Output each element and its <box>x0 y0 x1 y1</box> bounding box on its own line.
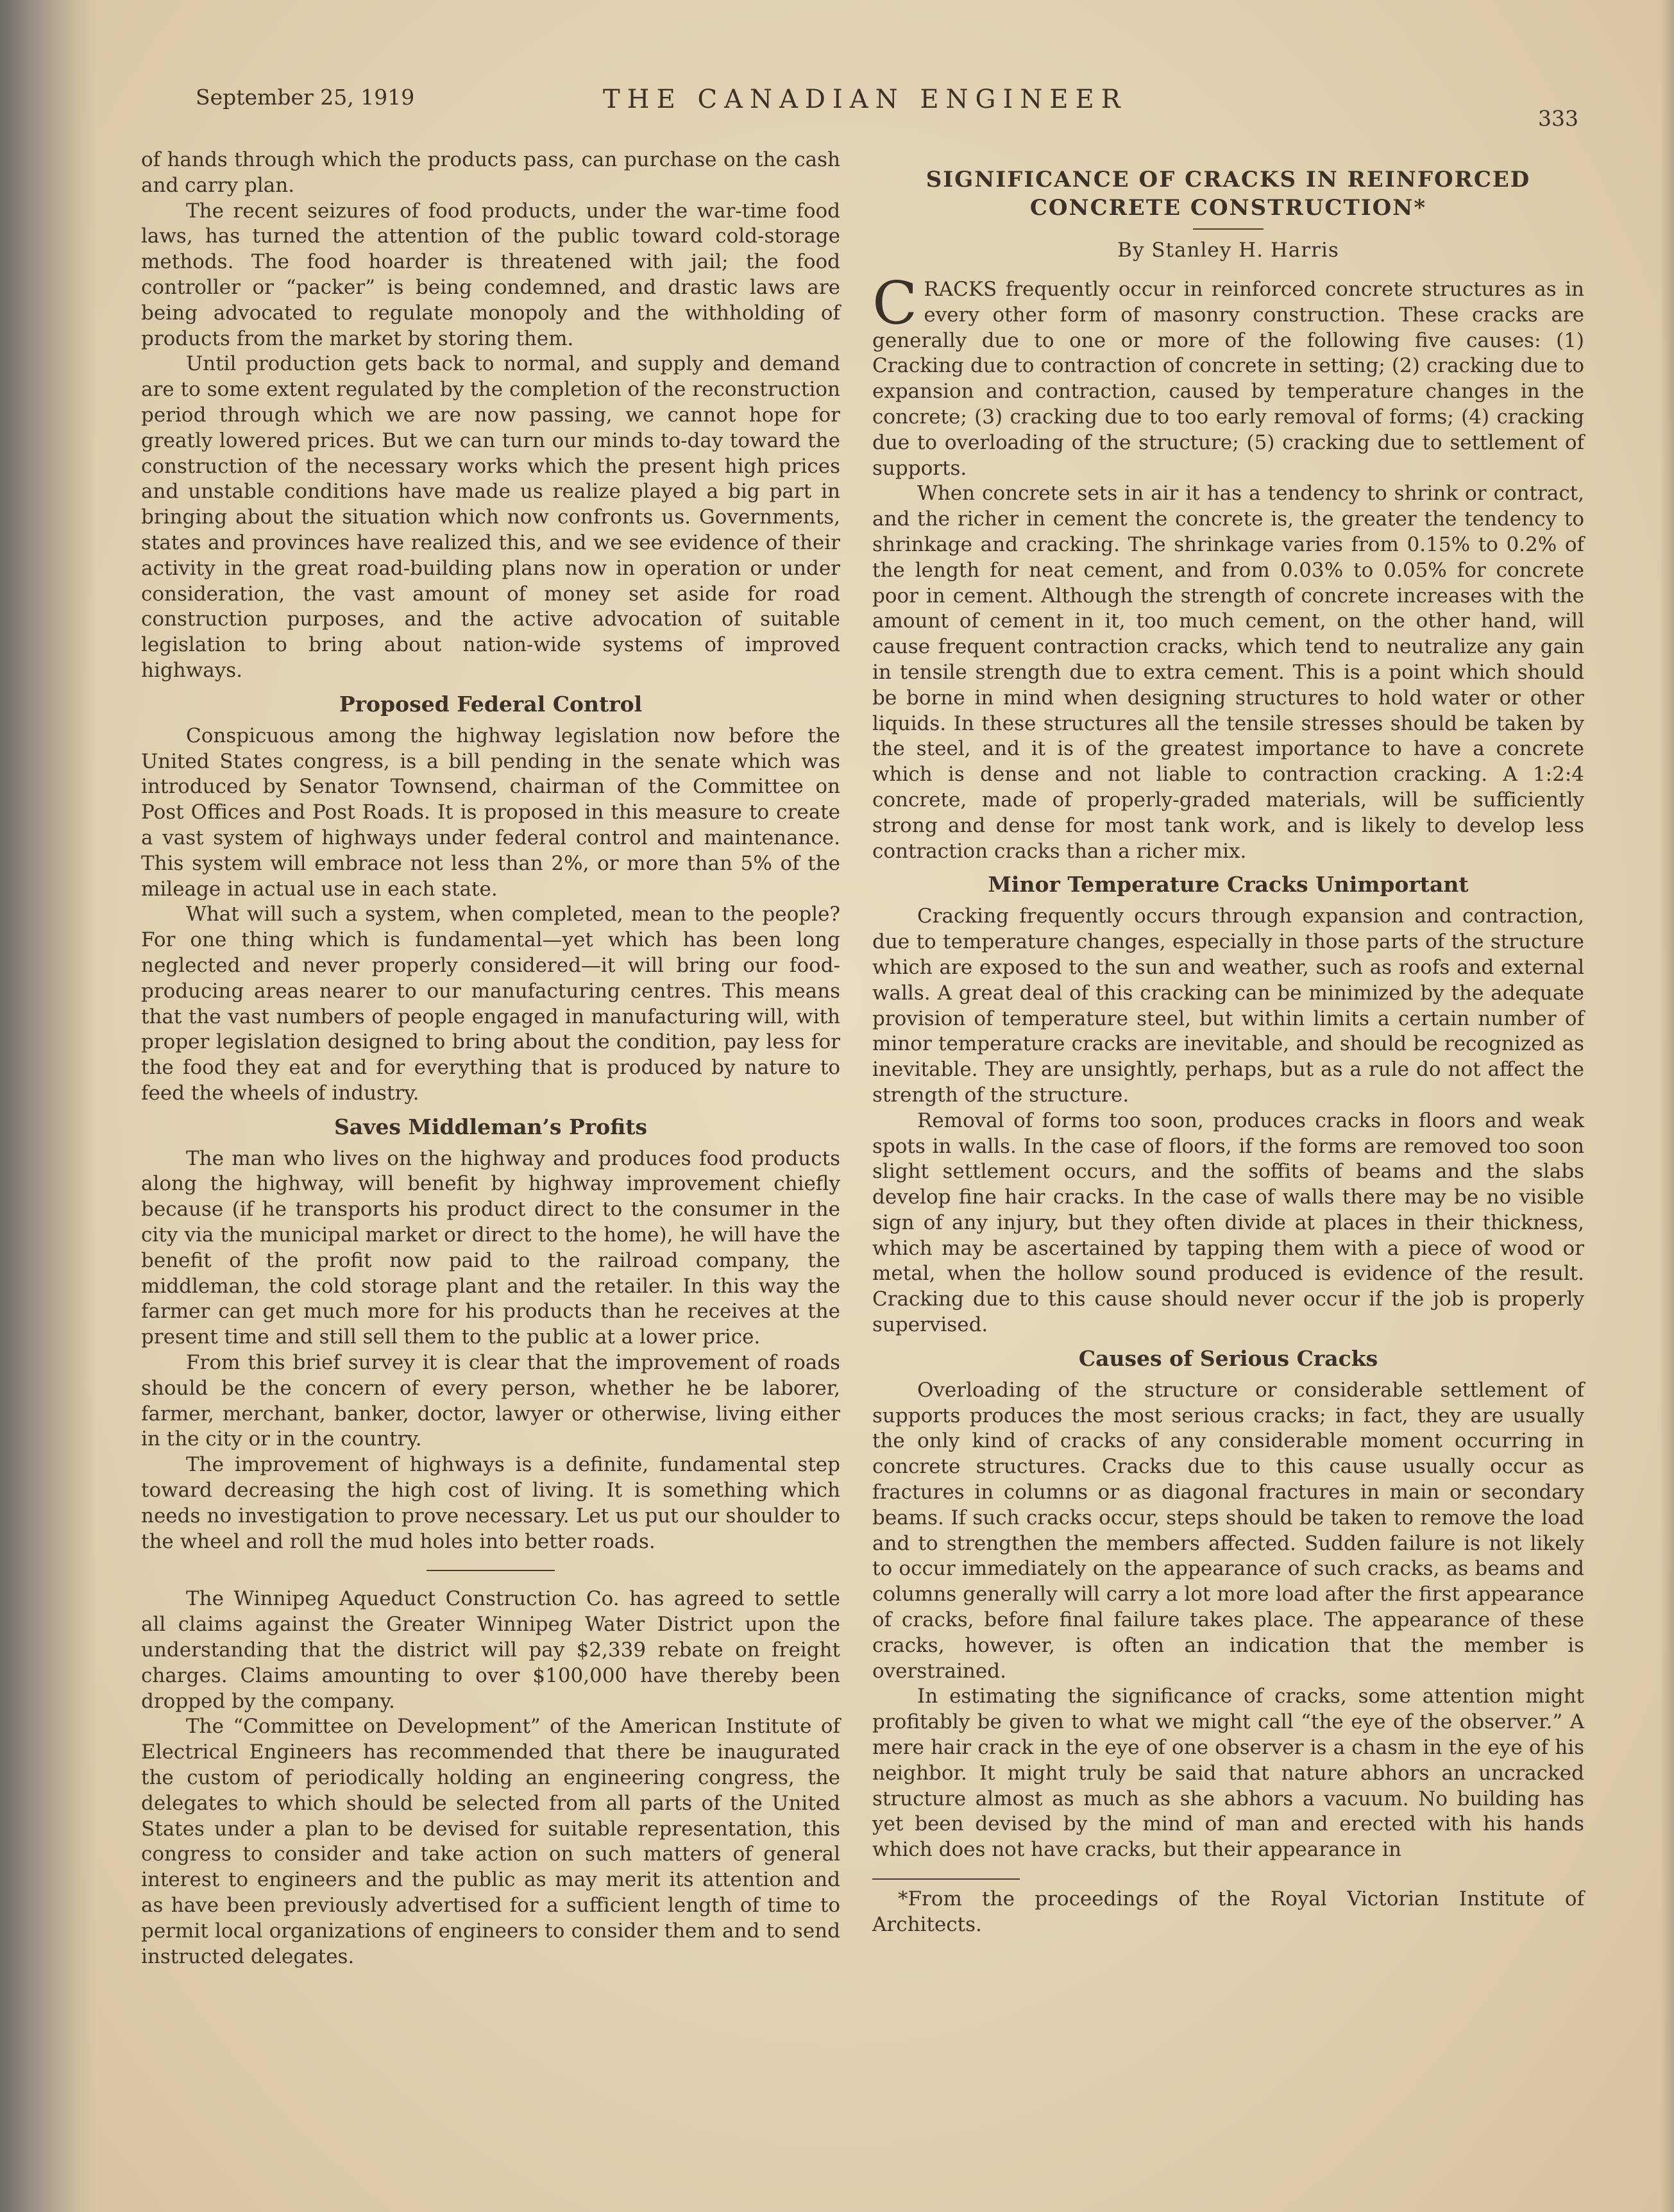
footnote: *From the proceedings of the Royal Victorian Institute of Architects. <box>872 1887 1584 1937</box>
paragraph: Until production gets back to normal, and supply and demand are to some extent regulated by the completion of the reconstruction period through which we are now passing, we cannot hope for greatly lowered prices. But we can turn our minds to-day toward the construction of the necessary works which the present high prices and unstable conditions have made us realize played a big part in bringing about the situation which now confronts us. Governments, states and provinces have realized this, and we see evidence of their activity in the great road-building plans now in operation or under consideration, the vast amount of money set aside for road construction purposes, and the active advocation of suitable legislation to bring about nation-wide systems of improved highways. <box>141 352 840 682</box>
section-heading: Saves Middleman’s Profits <box>334 1114 648 1139</box>
paragraph: The Winnipeg Aqueduct Construction Co. has agreed to settle all claims against the Greater Winnipeg Water District upon the understanding that the district will pay $2,339 rebate on freight charges. Claims amounting to over $100,000 have thereby been dropped by the company. <box>141 1587 840 1713</box>
paragraph: of hands through which the products pass, can purchase on the cash and carry plan. <box>141 148 840 197</box>
paragraph <box>872 269 1584 481</box>
paragraph: Cracking frequently occurs through expansion and contraction, due to temperature changes, especially in those parts of the structure which are exposed to the sun and weather, such as roofs and external walls. A great deal of this cracking can be minimized by the adequate provision of temperature steel, but within limits a certain number of minor temperature cracks are inevitable, and should be recognized as inevitable. They are unsightly, perhaps, but as a rule do not affect the strength of the structure. <box>872 905 1584 1107</box>
paragraph: From this brief survey it is clear that the improvement of roads should be the concern of every person, whether he be laborer, farmer, merchant, banker, doctor, lawyer or otherwise, living either in the city or in the country. <box>141 1351 840 1451</box>
paragraph: Conspicuous among the highway legislation now before the United States congress, is a bill pending in the senate which was introduced by Senator Townsend, chairman of the Committee on Post Offices and Post Roads. It is proposed in this measure to create a vast system of highways under federal control and maintenance. This system will embrace not less than 2%, or more than 5% of the mileage in actual use in each state. <box>141 724 840 901</box>
section-heading: Minor Temperature Cracks Unimportant <box>988 872 1469 898</box>
paragraph: Removal of forms too soon, produces cracks in floors and weak spots in walls. In the case of floors, if the forms are removed too soon slight settlement occurs, and the soffits of beams and the slabs develop fine hair cracks. In the case of walls there may be no visible sign of any injury, but they often divide at places in their thickness, which may be ascertained by tapping them with a piece of wood or metal, when the hollow sound produced is evidence of the result. Cracking due to this cause should never occur if the job is properly supervised. <box>872 1109 1584 1337</box>
divider <box>1193 228 1264 230</box>
header-date: September 25, 1919 <box>196 85 415 110</box>
article-title-line2: CONCRETE CONSTRUCTION* <box>1029 195 1427 221</box>
paragraph: Overloading of the structure or considerable settlement of supports produces the most serious cracks; in fact, they are usually the only kind of cracks of any considerable moment occurring in concrete structures. Cracks due to this cause usually occur as fractures in columns or as diagonal fractures in main or secondary beams. If such cracks occur, steps should be taken to remove the load and to strengthen the members affected. Sudden failure is not likely to occur immediately on the appearance of such cracks, as beams and columns generally will carry a lot more load after the first appearance of cracks, before final failure takes place. The appearance of these cracks, however, is often an indication that the member is overstrained. <box>872 1378 1584 1683</box>
article-title-line1: SIGNIFICANCE OF CRACKS IN REINFORCED <box>926 167 1531 192</box>
page-number: 333 <box>1538 106 1578 131</box>
divider <box>427 1570 555 1571</box>
paragraph: When concrete sets in air it has a tendency to shrink or contract, and the richer in cement the concrete is, the greater the tendency to shrinkage and cracking. The shrinkage varies from 0.15% to 0.2% of the length for neat cement, and from 0.03% to 0.05% for concrete poor in cement. Although the strength of concrete increases with the amount of cement in it, too much cement, on the other hand, will cause frequent contraction cracks, which tend to neutralize any gain in tensile strength due to extra cement. This is a point which should be borne in mind when designing structures to hold water or other liquids. In these structures all the tensile stresses should be taken by the steel, and it is of the greatest importance to have a concrete which is dense and not liable to contraction cracking. A 1:2:4 concrete, made of properly-graded materials, will be sufficiently strong and dense for most tank work, and is likely to develop less contraction cracks than a richer mix. <box>872 482 1584 863</box>
drop-cap: C <box>872 269 918 337</box>
paragraph: The man who lives on the highway and produces food products along the highway, will benefit by highway improvement chiefly because (if he transports his product direct to the consumer in the city via the municipal market or direct to the home), he will have the benefit of the profit now paid to the railroad company, the middleman, the cold storage plant and the retailer. In this way the farmer can get much more for his products than he receives at the present time and still sell them to the public at a lower price. <box>141 1146 840 1349</box>
article-title <box>872 166 1584 222</box>
binding-shadow <box>0 0 96 2212</box>
paragraph-text: RACKS frequently occur in reinforced concrete structures as in every other form of masonry construction. These cracks are generally due to one or more of the following five causes: (1) Cracking due to contraction of concrete in setting; (2) cracking due to expansion and contraction, caused by temperature changes in the concrete; (3) cracking due to too early removal of forms; (4) cracking due to overloading of the structure; (5) cracking due to settlement of supports. <box>872 278 1584 480</box>
paragraph: The “Committee on Development” of the American Institute of Electrical Engineers has recommended that there be inaugurated the custom of periodically holding an engineering congress, the delegates to which should be selected from all parts of the United States under a plan to be devised for suitable representation, this congress to consider and take action on such matters of general interest to engineers and the public as may merit its attention and as have been previously advertised for a sufficient length of time to permit local organizations of engineers to consider them and to send instructed delegates. <box>141 1715 840 1968</box>
header-title: THE CANADIAN ENGINEER <box>603 85 1128 114</box>
byline: By Stanley H. Harris <box>1117 239 1339 262</box>
section-heading: Proposed Federal Control <box>339 691 643 717</box>
right-column <box>872 148 1584 1937</box>
page-edge <box>1660 0 1674 2212</box>
paragraph: In estimating the significance of cracks, some attention might profitably be given to what we might call “the eye of the observer.” A mere hair crack in the eye of one observer is a chasm in the eye of his neighbor. It might truly be said that nature abhors an uncracked structure almost as much as she abhors a vacuum. No building has yet been devised by the mind of man and erected with his hands which does not have cracks, but their appearance in <box>872 1685 1584 1862</box>
footnote-divider <box>872 1878 1020 1880</box>
paragraph: What will such a system, when completed, mean to the people? For one thing which is fundamental—yet which has been long neglected and never properly considered—it will bring our food-producing areas nearer to our manufacturing centres. This means that the vast numbers of people engaged in manufacturing will, with proper legislation designed to bring about the condition, pay less for the food they eat and for everything that is produced by nature to feed the wheels of industry. <box>141 903 840 1105</box>
paragraph: The improvement of highways is a definite, fundamental step toward decreasing the high cost of living. It is something which needs no investigation to prove necessary. Let us put our shoulder to the wheel and roll the mud holes into better roads. <box>141 1453 840 1553</box>
section-heading: Causes of Serious Cracks <box>1078 1345 1378 1371</box>
paragraph: The recent seizures of food products, under the war-time food laws, has turned the attention of the public toward cold-storage methods. The food hoarder is threatened with jail; the food controller or “packer” is being condemned, and drastic laws are being advocated to regulate monopoly and the withholding of products from the market by storing them. <box>141 199 840 350</box>
left-column <box>141 148 840 1970</box>
